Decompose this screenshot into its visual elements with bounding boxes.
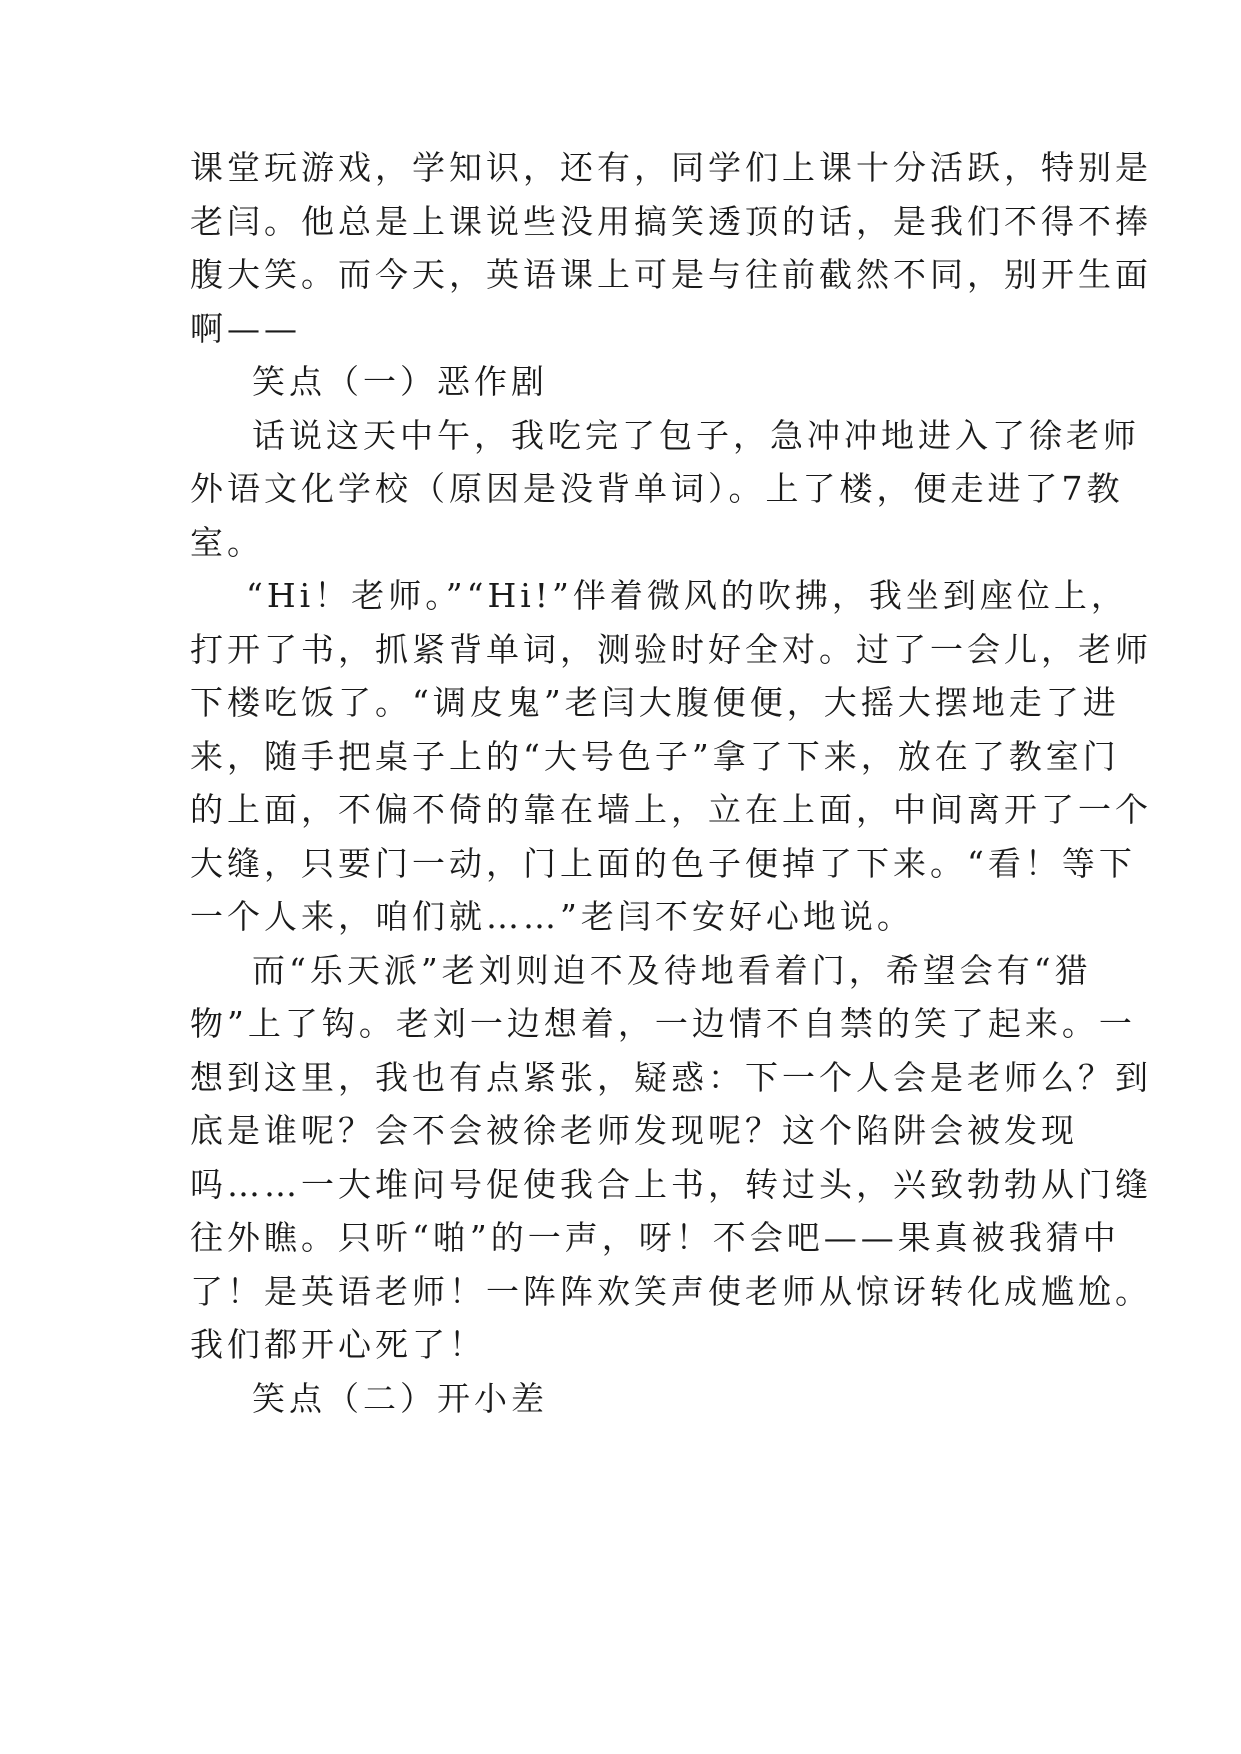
- text-line: 吗……一大堆问号促使我合上书，转过头，兴致勃勃从门缝: [190, 1165, 1152, 1204]
- text-line: 大缝，只要门一动，门上面的色子便掉了下来。“看！等下: [190, 844, 1136, 883]
- text-line: 一个人来，咱们就……”老闫不安好心地说。: [190, 897, 914, 936]
- text-line: 底是谁呢？会不会被徐老师发现呢？这个陷阱会被发现: [190, 1111, 1078, 1150]
- text-line: “Hi！老师。”“Hi!”伴着微风的吹拂，我坐到座位上，: [246, 576, 1128, 615]
- text-line: 想到这里，我也有点紧张，疑惑：下一个人会是老师么？到: [190, 1058, 1152, 1097]
- text-line: 而“乐天派”老刘则迫不及待地看着门，希望会有“猎: [252, 951, 1092, 990]
- text-line: 了！是英语老师！一阵阵欢笑声使老师从惊讶转化成尴尬。: [190, 1272, 1152, 1311]
- section-heading: 笑点（二）开小差: [252, 1379, 548, 1418]
- text-line: 腹大笑。而今天，英语课上可是与往前截然不同，别开生面: [190, 255, 1152, 294]
- text-line: 物”上了钩。老刘一边想着，一边情不自禁的笑了起来。一: [190, 1004, 1136, 1043]
- section-heading: 笑点（一）恶作剧: [252, 362, 548, 401]
- text-line: 我们都开心死了！: [190, 1325, 486, 1364]
- text-line: 的上面，不偏不倚的靠在墙上，立在上面，中间离开了一个: [190, 790, 1152, 829]
- text-line: 啊——: [190, 309, 301, 348]
- text-line: 下楼吃饭了。“调皮鬼”老闫大腹便便，大摇大摆地走了进: [190, 683, 1120, 722]
- text-line: 课堂玩游戏，学知识，还有，同学们上课十分活跃，特别是: [190, 148, 1152, 187]
- text-line: 来，随手把桌子上的“大号色子”拿了下来，放在了教室门: [190, 737, 1120, 776]
- text-line: 外语文化学校（原因是没背单词）。上了楼，便走进了7教: [190, 469, 1124, 508]
- text-line: 打开了书，抓紧背单词，测验时好全对。过了一会儿，老师: [190, 630, 1152, 669]
- text-line: 往外瞧。只听“啪”的一声，呀！不会吧——果真被我猜中: [190, 1218, 1120, 1257]
- text-line: 老闫。他总是上课说些没用搞笑透顶的话，是我们不得不捧: [190, 202, 1152, 241]
- text-line: 话说这天中午，我吃完了包子，急冲冲地进入了徐老师: [252, 416, 1140, 455]
- text-line: 室。: [190, 523, 264, 562]
